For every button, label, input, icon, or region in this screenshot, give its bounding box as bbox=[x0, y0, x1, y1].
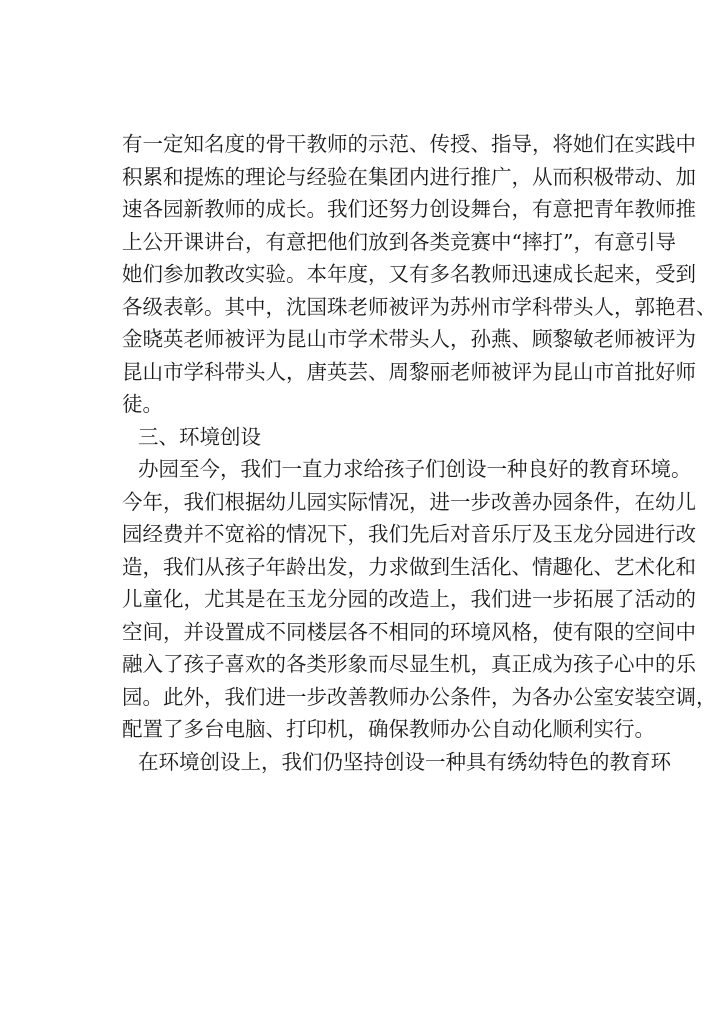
paragraph-line: 积累和提炼的理论与经验在集团内进行推广，从而积极带动、加 bbox=[122, 164, 696, 189]
paragraph-line: 办园至今，我们一直力求给孩子们创设一种良好的教育环境。 bbox=[138, 457, 692, 481]
paragraph-line: 在环境创设上，我们仍坚持创设一种具有绣幼特色的教育环 bbox=[138, 749, 671, 774]
paragraph-line: 徒。 bbox=[122, 392, 163, 416]
paragraph-line: 上公开课讲台，有意把他们放到各类竞赛中“摔打”，有意引导 bbox=[122, 229, 676, 254]
body-text bbox=[122, 128, 717, 778]
paragraph-line: 空间，并设置成不同楼层各不相同的环境风格，使有限的空间中 bbox=[122, 619, 696, 644]
paragraph-line: 她们参加教改实验。本年度，又有多名教师迅速成长起来，受到 bbox=[122, 262, 696, 286]
paragraph-line: 今年，我们根据幼儿园实际情况，进一步改善办园条件，在幼儿 bbox=[122, 489, 696, 514]
section-heading: 三、环境创设 bbox=[138, 424, 261, 449]
paragraph-line: 园。此外，我们进一步改善教师办公条件，为各办公室安装空调， bbox=[122, 684, 717, 709]
paragraph-line: 融入了孩子喜欢的各类形象而尽显生机，真正成为孩子心中的乐 bbox=[122, 652, 696, 676]
paragraph-line: 配置了多台电脑、打印机，确保教师办公自动化顺利实行。 bbox=[122, 717, 655, 741]
paragraph-line: 昆山市学科带头人，唐英芸、周黎丽老师被评为昆山市首批好师 bbox=[122, 359, 696, 384]
paragraph-line: 儿童化，尤其是在玉龙分园的改造上，我们进一步拓展了活动的 bbox=[122, 587, 696, 611]
paragraph-line: 有一定知名度的骨干教师的示范、传授、指导，将她们在实践中 bbox=[122, 132, 696, 156]
paragraph-line: 园经费并不宽裕的情况下，我们先后对音乐厅及玉龙分园进行改 bbox=[122, 522, 696, 546]
paragraph-line: 速各园新教师的成长。我们还努力创设舞台，有意把青年教师推 bbox=[122, 197, 696, 221]
paragraph-line: 各级表彰。其中，沈国珠老师被评为苏州市学科带头人，郭艳君、 bbox=[122, 294, 717, 319]
paragraph-line: 金晓英老师被评为昆山市学术带头人，孙燕、顾黎敏老师被评为 bbox=[122, 327, 696, 351]
paragraph-line: 造，我们从孩子年龄出发，力求做到生活化、情趣化、艺术化和 bbox=[122, 554, 696, 579]
